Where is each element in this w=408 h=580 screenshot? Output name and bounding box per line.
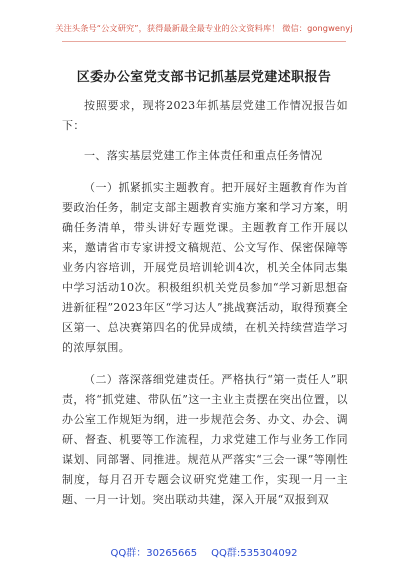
header-banner: 关注头条号“公文研究”，获得最新最全最专业的公文资料库！ 微信：gongwenyj [55,23,353,33]
document-title: 区委办公室党支部书记抓基层党建述职报告 [76,70,332,85]
body-paragraph-2: （二）落深落细党建责任。严格执行“第一责任人”职责，将“抓党建、带队伍”这一主业主责摆在突出位置，以办公室工作规矩为纲，进一步规范会务、办文、办会、调研、督查、机要等工作流程，力求党建工作与业务工作同谋划、同部署、同推进。规范从严落实“三会一课”等刚性制度，每月召开专题会议研究党建工作，实现一月一主题、一月一计划。突出联动共建，深入开展“双报到双 [62,373,348,506]
footer-qq-group-2: QQ群:535304092 [211,548,298,559]
header-divider [62,41,346,42]
section-heading: 一、落实基层党建工作主体责任和重点任务情况 [84,149,323,162]
body-paragraph-1: （一）抓紧抓实主题教育。把开展好主题教育作为首要政治任务，制定支部主题教育实施方案和学习方案，明确任务清单，带头讲好专题党课。主题教育工作开展以来，邀请省市专家讲授文稿规范、公文写作、保密保障等业务内容培训，开展党员培训轮训4次，机关全体同志集中学习活动10次。积极组织机关党员参加“学习新思想奋进新征程”2023年区“学习达人”挑战赛活动，取得预赛全区第一、总决赛第四名的优异成绩，在机关持续营造学习的浓厚氛围。 [62,181,348,354]
document-body [62,96,348,510]
footer-contact [0,544,408,559]
footer-qq-group-1: QQ群：30265665 [110,548,198,559]
intro-paragraph: 按照要求，现将2023年抓基层党建工作情况报告如下： [62,99,348,132]
